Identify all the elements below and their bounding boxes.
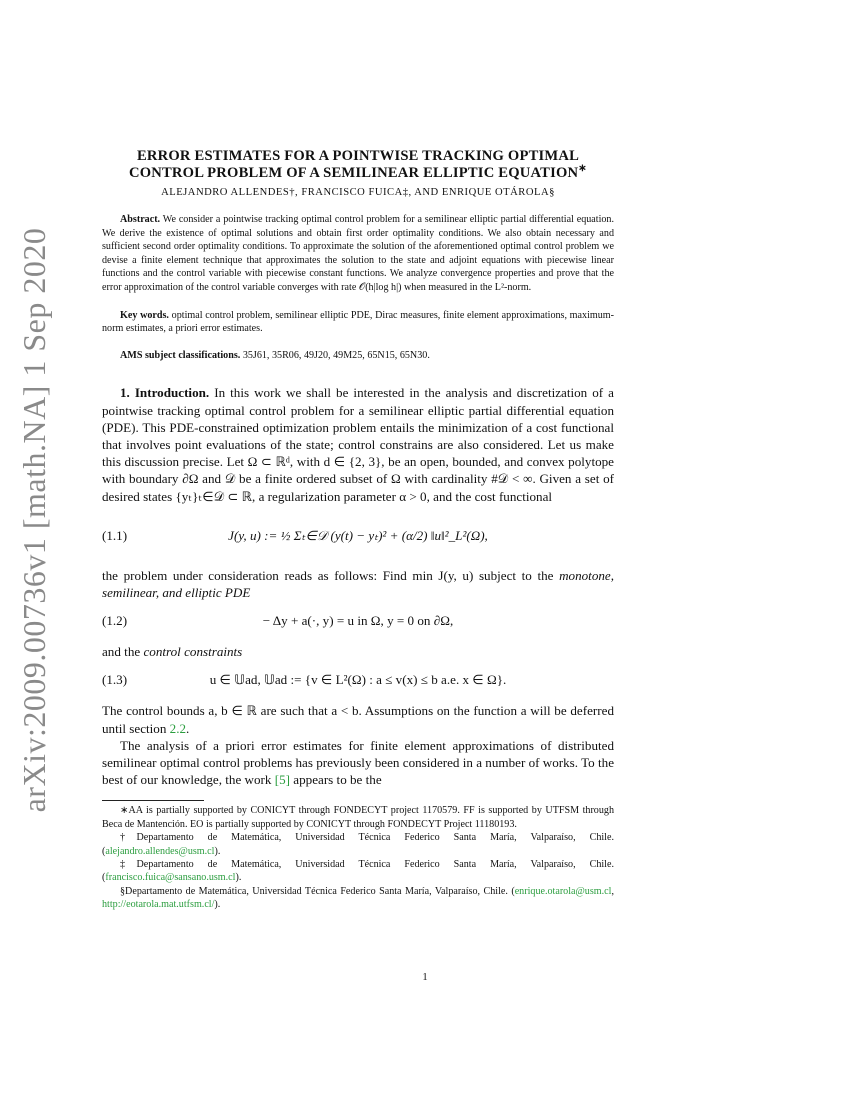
analysis-text: The analysis of a priori error estimates for finite element approximations of distributed semilinear optimal control problems has previously been considered in a number of works. To the best of our knowledge, the work: [102, 737, 614, 788]
title-line-2-text: CONTROL PROBLEM OF A SEMILINEAR ELLIPTIC EQUATION: [128, 165, 579, 181]
section-heading-introduction: 1. Introduction.: [120, 385, 210, 401]
abstract-text: We consider a pointwise tracking optimal control problem for a semilinear elliptic partial differential equation. We derive the existence of optimal solutions and obtain first order optimality conditions. We also obtain necessary and sufficient second order optimality conditions. To approximate the solution of the aforementioned optimal control problem we devise a finite element technique that approximates the solution to the state and adjoint equations with piecewise linear functions and the control variable with piecewise constant functions. We analyze convergence properties and prove that the error approximation of the control variable converges with rate 𝒪(h|log h|) when measured in the L²-norm.: [102, 214, 614, 293]
section-link-2-2[interactable]: 2.2: [169, 720, 187, 736]
footnote-author-2: ‡Departamento de Matemática, Universidad Técnica Federico Santa María, Valparaíso, Chile. (francisco.fuica@sansano.usm.cl).: [102, 859, 614, 884]
footnote-funding: ∗AA is partially supported by CONICYT through FONDECYT project 1170579. FF is supported by UTFSM through Beca de Mantención. EO is partially supported by CONICYT through FONDECYT Project 11180193.: [102, 805, 614, 830]
abstract: [102, 213, 614, 295]
ams-text: 35J61, 35R06, 49J20, 49M25, 65N15, 65N30.: [242, 349, 430, 361]
footnote-author-3: §Departamento de Matemática, Universidad Técnica Federico Santa María, Valparaíso, Chile. (enrique.otarola@usm.cl, http://eotarola.mat.utfsm.cl/).: [102, 885, 614, 911]
equation-body: u ∈ 𝕌ad, 𝕌ad := {v ∈ L²(Ω) : a ≤ v(x) ≤ b a.e. x ∈ Ω}.: [209, 672, 507, 688]
equation-body: − Δy + a(·, y) = u in Ω, y = 0 on ∂Ω,: [262, 613, 454, 629]
affiliation-text: §Departamento de Matemática, Universidad Técnica Federico Santa María, Valparaíso, Chile.: [120, 885, 508, 897]
paragraph-constraints: [102, 643, 614, 660]
paragraph-control-bounds: [102, 702, 614, 736]
title-line-1: ERROR ESTIMATES FOR A POINTWISE TRACKING OPTIMAL: [136, 148, 580, 164]
affiliation-text: ‡Departamento de Matemática, Universidad Técnica Federico Santa María, Valparaíso, Chile.: [120, 859, 614, 871]
title-line-2: [102, 165, 614, 182]
constraints-label: control constraints: [143, 644, 243, 660]
arxiv-side-label: arXiv:2009.00736v1 [math.NA] 1 Sep 2020: [16, 227, 52, 813]
bounds-end: .: [186, 720, 190, 736]
problem-pde-label: monotone, semilinear, and elliptic PDE: [102, 567, 614, 600]
equation-body: J(y, u) := ½ Σₜ∈𝒟 (y(t) − yₜ)² + (α/2) ‖u‖²_L²(Ω),: [228, 527, 488, 543]
footnote-author-1: †Departamento de Matemática, Universidad Técnica Federico Santa María, Valparaíso, Chile. (alejandro.allendes@usm.cl).: [102, 832, 614, 857]
page-number: 1: [422, 972, 428, 983]
citation-link-5[interactable]: [5]: [274, 772, 291, 788]
equation-number: (1.1): [102, 527, 128, 543]
author-list: ALEJANDRO ALLENDES†, FRANCISCO FUICA‡, AND ENRIQUE OTÁROLA§: [161, 187, 555, 198]
footnote-rule: [102, 800, 204, 801]
equation-number: (1.2): [102, 613, 128, 629]
email-link-otarola[interactable]: enrique.otarola@usm.cl: [514, 885, 612, 897]
equation-number: (1.3): [102, 672, 128, 688]
intro-text: In this work we shall be interested in the analysis and discretization of a pointwise tracking optimal control problem for a semilinear elliptic partial differential equation (PDE). This PDE-constrained optimization problem entails the minimization of a cost functional that involves point evaluations of the state; control constrains are also considered. Let us make this discussion precise. Let Ω ⊂ ℝᵈ, with d ∈ {2, 3}, be an open, bounded, and convex polytope with boundary ∂Ω and 𝒟 be a finite ordered subset of Ω with cardinality #𝒟 < ∞. Given a set of desired states {yₜ}ₜ∈𝒟 ⊂ ℝ, a regularization parameter α > 0, and the cost functional: [102, 385, 614, 504]
affiliation-text: †Departamento de Matemática, Universidad Técnica Federico Santa María, Valparaíso, Chile.: [120, 832, 614, 844]
equation-1-3: [102, 660, 614, 700]
paragraph-problem: [102, 567, 614, 601]
constraints-text: and the: [102, 644, 141, 660]
bounds-text: The control bounds a, b ∈ ℝ are such that a < b. Assumptions on the function a will be deferred until section: [102, 703, 614, 736]
keywords-heading: Key words.: [120, 309, 169, 321]
intro-paragraph-1: [102, 384, 614, 504]
ams-classifications: [102, 349, 614, 363]
ams-heading: AMS subject classifications.: [120, 349, 241, 361]
equation-1-1: [102, 511, 614, 561]
paragraph-analysis: [102, 737, 614, 789]
problem-text: the problem under consideration reads as follows: Find min J(y, u) subject to the: [102, 567, 554, 583]
equation-1-2: [102, 601, 614, 641]
title-footnote-mark: ∗: [578, 163, 588, 175]
email-link-fuica[interactable]: francisco.fuica@sansano.usm.cl: [105, 872, 236, 884]
paper-page: [102, 148, 614, 912]
abstract-heading: Abstract.: [120, 214, 161, 225]
keywords: [102, 309, 614, 336]
keywords-text: optimal control problem, semilinear elliptic PDE, Dirac measures, finite element approximations, maximum-norm estimates, a priori error estimates.: [102, 309, 614, 335]
email-link-allendes[interactable]: alejandro.allendes@usm.cl: [105, 845, 215, 857]
homepage-link-otarola[interactable]: http://eotarola.mat.utfsm.cl/: [102, 899, 215, 911]
analysis-text-end: appears to be the: [293, 772, 382, 788]
paper-title: [102, 148, 614, 182]
